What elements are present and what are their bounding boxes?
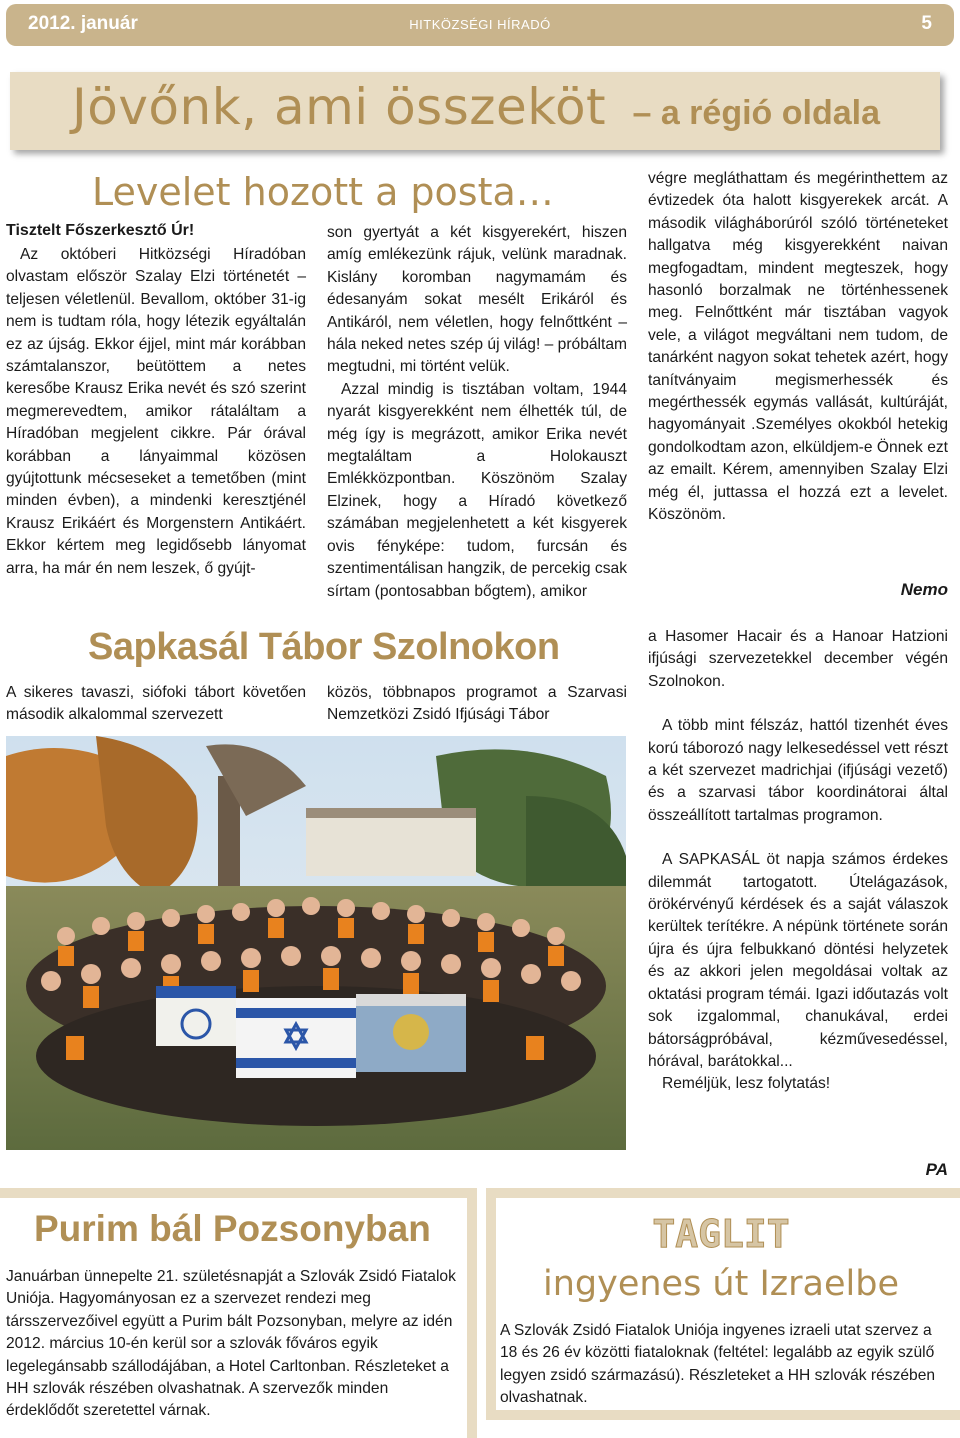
camp-group-photo xyxy=(6,736,626,1150)
camp-intro-left: A sikeres tavaszi, siófoki tábort követően második alkalommal szervezett xyxy=(6,684,306,724)
letter-col2-paragraph-2: Azzal mindig is tisztában voltam, 1944 nyarát kisgyerekként nem élhették túl, de még így is megrázott, amikor Erika nevét megtaláltam a Holokauszt Emlékközpontban. Köszönöm Szalay Elzinek, hogy a Híradó következő számában megjelenhetett a két kisgyerek ovis fényképe: tudom, furcsán és szentimentálisan hangzik, de percekig csak sírtam (pontosabban bőgtem), amikor xyxy=(327,380,627,600)
publication-name: HITKÖZSÉGI HÍRADÓ xyxy=(409,17,551,32)
camp-title: Sapkasál Tábor Szolnokon xyxy=(88,626,560,668)
group-photo-illustration xyxy=(6,736,626,1150)
letter-signature: Nemo xyxy=(900,580,948,599)
letter-column-1: Az októberi Hitközségi Híradóban olvastam először Szalay Elzi történetét – teljesen véletlenül. Bevallom, október 31-ig nem is tudtam róla, hogy létezik egyáltalán ez az újság. Ekkor éjjel, mint már korábban számtalanszor, beütöttem a netes keresőbe Krausz Erika nevét és szó szerint megmerevedtem, amikor rátaláltam a Híradóban megjelent cikkre. Pár órával korábban a lányaimmal közösen gyújtottunk mécseseket a temetőben (mint minden évben), a mindenki keresztjénél Krausz Erikáért és Morgenstern Antikáért. Ekkor kértem meg legidősebb lányomat arra, ha már én nem leszek, ő gyújt- xyxy=(6,246,306,577)
banner-subtitle: – a régió oldala xyxy=(632,94,880,132)
taglit-subtitle: ingyenes út Izraelbe xyxy=(542,1264,899,1304)
letter-col2-paragraph-1: son gyertyát a két kisgyerekért, hiszen amíg emlékezünk rájuk, velünk maradnak. Kislány koromban nagymamám és édesanyám sokat mesélt Erikáról és Antikáról, nem véletlen, hogy felnőttként – hála neked netes szép új világ! – próbáltam megtudni, mi történt velük. xyxy=(327,224,627,376)
taglit-title: TAGLIT xyxy=(652,1212,790,1256)
letter-salutation: Tisztelt Főszerkesztő Úr! xyxy=(6,222,195,239)
taglit-body: A Szlovák Zsidó Fiatalok Uniója ingyenes izraeli utat szervez a 18 és 26 év közötti fiataloknak (feltétel: legalább az egyik szülő legyen zsidó származású). Részleteket a HH szlovák részében olvashatnak. xyxy=(500,1322,936,1407)
camp-column-3 xyxy=(648,626,948,1096)
camp-col3-paragraph-1: a Hasomer Hacair és a Hanoar Hatzioni ifjúsági szervezetekkel december végén Szolnokon. xyxy=(648,628,948,690)
camp-col3-paragraph-3: A SAPKASÁL öt napja számos érdekes dilemmát tartogatott. Útelágazások, örökérvényű kérdések és a saját válaszok kerültek terítékre. A népünk története során újra és újra felbukkanó döntési helyzetek és az akkori jelen megoldásai voltak az oktatási program témái. Igazi időutazás volt sok izgalommal, chanukával, erdei bátorságpróbával, kézművesedéssel, hórával, barátokkal... xyxy=(648,851,948,1070)
page-number: 5 xyxy=(921,13,932,34)
letter-column-2 xyxy=(327,222,627,603)
banner-title: Jövőnk, ami összeköt xyxy=(72,78,607,136)
issue-date: 2012. január xyxy=(28,13,138,34)
letter-column-3: végre megláthattam és megérinthettem az évtizedek óta halott kisgyerekek arcát. A második világháborúról szóló történeteket hallgatva még kisgyerekként naivan megfogadtam, mindent megteszek, hogy hasonló borzalmak ne történhessenek meg. Felnőttként már tisztában vagyok vele, a világot megváltani nem tudom, de tanárként nagyon sokat tehetek azért, hogy tanítványaim megismerhessék és megérthessék egymás vallását, kultúráját, hagyományait .Személyes okokból hetekig gondolkodtam azon, elküldjem-e Önnek ezt az emailt. Kérem, amennyiben Szalay Elzi még él, juttassa el hozzá ezt a levelet. Köszönöm. xyxy=(648,170,948,524)
page-header-bar xyxy=(6,4,954,46)
camp-col3-paragraph-4: Reméljük, lesz folytatás! xyxy=(662,1075,831,1093)
camp-intro-right: közös, többnapos programot a Szarvasi Nemzetközi Zsidó Ifjúsági Tábor xyxy=(327,684,627,724)
purim-body: Januárban ünnepelte 21. születésnapját a Szlovák Zsidó Fiatalok Uniója. Hagyományosan ez a szervezet rendezi meg társszervezőivel együtt a Purim bált Pozsonyban, melyre az idén 2012. március 10-én kerül sor a szlovák főváros egyik legelegánsabb szállodájában, a Hotel Carltonban. Részleteket a HH szlovák részében olvashatnak. A szervezők minden érdeklődőt szeretettel várnak. xyxy=(6,1268,456,1420)
purim-title: Purim bál Pozsonyban xyxy=(34,1208,431,1249)
israeli-flag-icon xyxy=(236,998,356,1078)
camp-col3-paragraph-2: A több mint félszáz, hattól tizenhét éves korú táborozó nagy lelkesedéssel vett részt a két szervezet madrichjai (ifjúsági vezető) és a szarvasi tábor koordinátorai által összeállított tartalmas programon. xyxy=(648,717,948,824)
region-banner xyxy=(10,72,940,150)
letter-title: Levelet hozott a posta… xyxy=(92,170,554,214)
camp-signature: PA xyxy=(925,1160,948,1179)
